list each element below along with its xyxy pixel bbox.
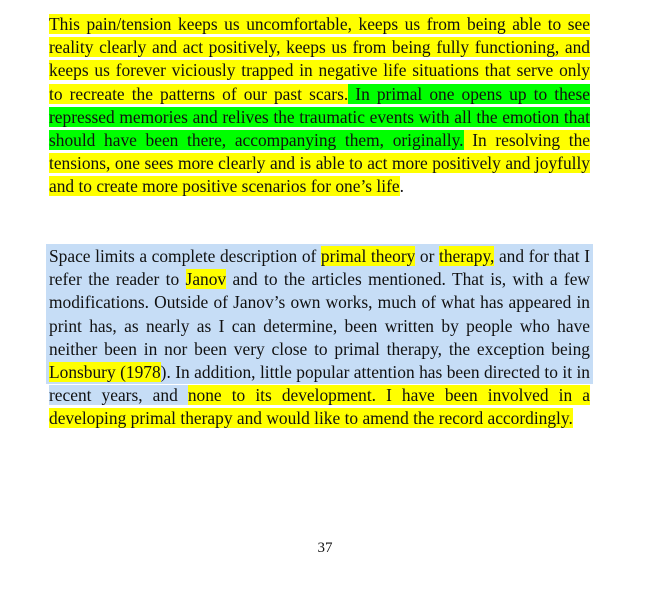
paragraph-2 xyxy=(49,245,590,431)
highlight-yellow: primal theory xyxy=(320,246,416,266)
highlight-blue: or xyxy=(415,246,439,266)
highlight-yellow: Janov xyxy=(185,269,227,290)
highlight-blue: and for that I refer the reader to xyxy=(49,246,590,290)
highlight-yellow: I have been involved in a developing primal therapy and would like to amend the record accordingly. xyxy=(49,385,590,429)
highlight-blue: ). In addition, little popular attention has been directed to it in recent years, and xyxy=(49,362,590,406)
highlight-yellow: Lonsbury (1978 xyxy=(49,362,161,383)
highlight-yellow: This pain/tension keeps us uncomfortable, keeps us from being able to see reality clearly and act positively, keeps us from being fully functioning, and keeps us forever viciously trapped in negative life situations that serve only to recreate the patterns of our past scars. xyxy=(49,14,590,104)
text-run: . xyxy=(399,176,404,197)
highlight-yellow: none to its development. xyxy=(187,385,376,406)
highlight-green: In primal one opens up to these repressed memories and relives the traumatic events with all the emotion that should have been there, accompanying them, originally. xyxy=(49,83,590,151)
highlight-blue: Space limits a complete description of xyxy=(49,246,321,266)
paragraph-1 xyxy=(49,13,590,199)
page-number: 37 xyxy=(317,540,333,556)
highlight-blue: and to the articles mentioned. That is, with a few modifications. Outside of Janov’s own works, much of what has appeared in print has, as nearly as I can determine, been written by people who have neither been in nor been very close to primal therapy, the exception being xyxy=(49,269,590,359)
highlight-yellow: In resolving the tensions, one sees more clearly and is able to act more positively and joyfully and to create more positive scenarios for one’s life xyxy=(49,130,590,197)
highlight-yellow: therapy, xyxy=(439,246,495,266)
